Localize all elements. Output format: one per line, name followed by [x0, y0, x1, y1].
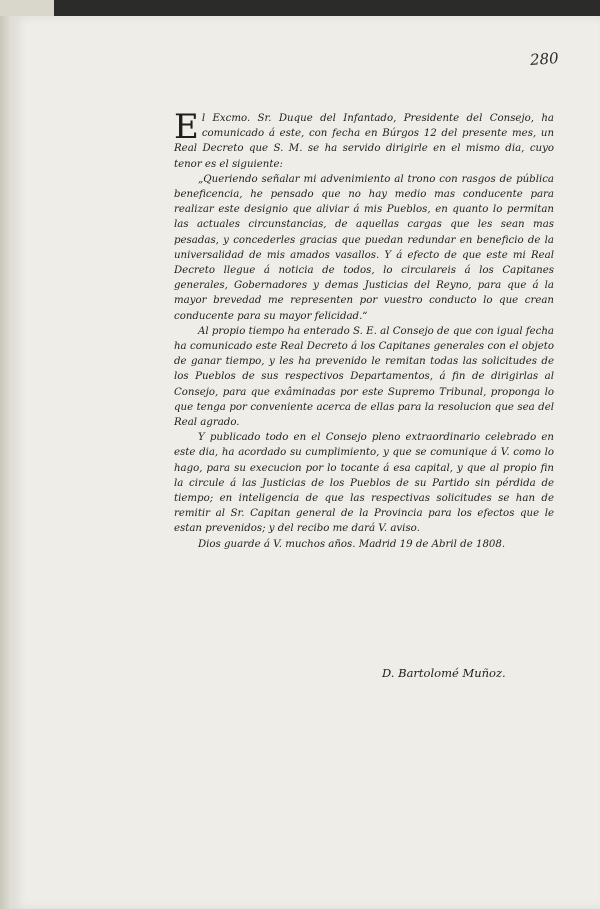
page-edge — [0, 16, 12, 909]
paragraph-publication: Y publicado todo en el Consejo pleno extraordinario celebrado en este dia, ha acordado su cumplimiento, y que se comunique á V. como lo hago, para su execucion por lo tocante á esa capital, y que al propio fin la circule á las Justicias de los Pueblos de su Partido sin pérdida de tiempo; en inteligencia de que las respectivas solicitudes se han de remitir al Sr. Capitan general de la Provincia para los efectos que le estan prevenidos; y del recibo me dará V. aviso. — [174, 432, 554, 535]
paragraph-intro-text: l Excmo. Sr. Duque del Infantado, Presidente del Consejo, ha comunicado á este, con fecha en Búrgos 12 del presente mes, un Real Decreto que S. M. se ha servido dirigirle en el mismo dia, cuyo tenor es el siguiente: — [174, 113, 554, 170]
signature: D. Bartolomé Muñoz. — [382, 666, 506, 680]
paragraph-royal-decree: „Queriendo señalar mi advenimiento al trono con rasgos de pública beneficencia, he pensado que no hay medio mas conducente para realizar este designio que aliviar á mis Pueblos, en quanto lo permitan las actuales circunstancias, de aquellas cargas que les sean mas pesadas, y concederles gracias que puedan redundar en beneficio de la universalidad de mis amados vasallos. Y á efecto de que este mi Real Decreto llegue á noticia de todos, lo circulareis á los Capitanes generales, Gobernadores y demas Justicias del Reyno, para que á la mayor brevedad me representen por vuestro conducto lo que crean conducente para su mayor felicidad.“ — [174, 173, 554, 322]
drop-cap: E — [174, 107, 199, 147]
page-number: 280 — [529, 49, 560, 69]
paragraph-intro — [174, 107, 554, 172]
decree-text — [174, 107, 554, 552]
paragraph-council-notice: Al propio tiempo ha enterado S. E. al Consejo de que con igual fecha ha comunicado este Real Decreto á los Capitanes generales con el objeto de ganar tiempo, y les ha prevenido le remitan todas las solicitudes de los Pueblos de sus respectivos Departamentos, á fin de dirigirlas al Consejo, para que exâminadas por este Supremo Tribunal, proponga lo que tenga por conveniente acerca de ellas para la resolucion que sea del Real agrado. — [174, 325, 554, 429]
paragraph-closing: Dios guarde á V. muchos años. Madrid 19 de Abril de 1808. — [198, 538, 506, 550]
